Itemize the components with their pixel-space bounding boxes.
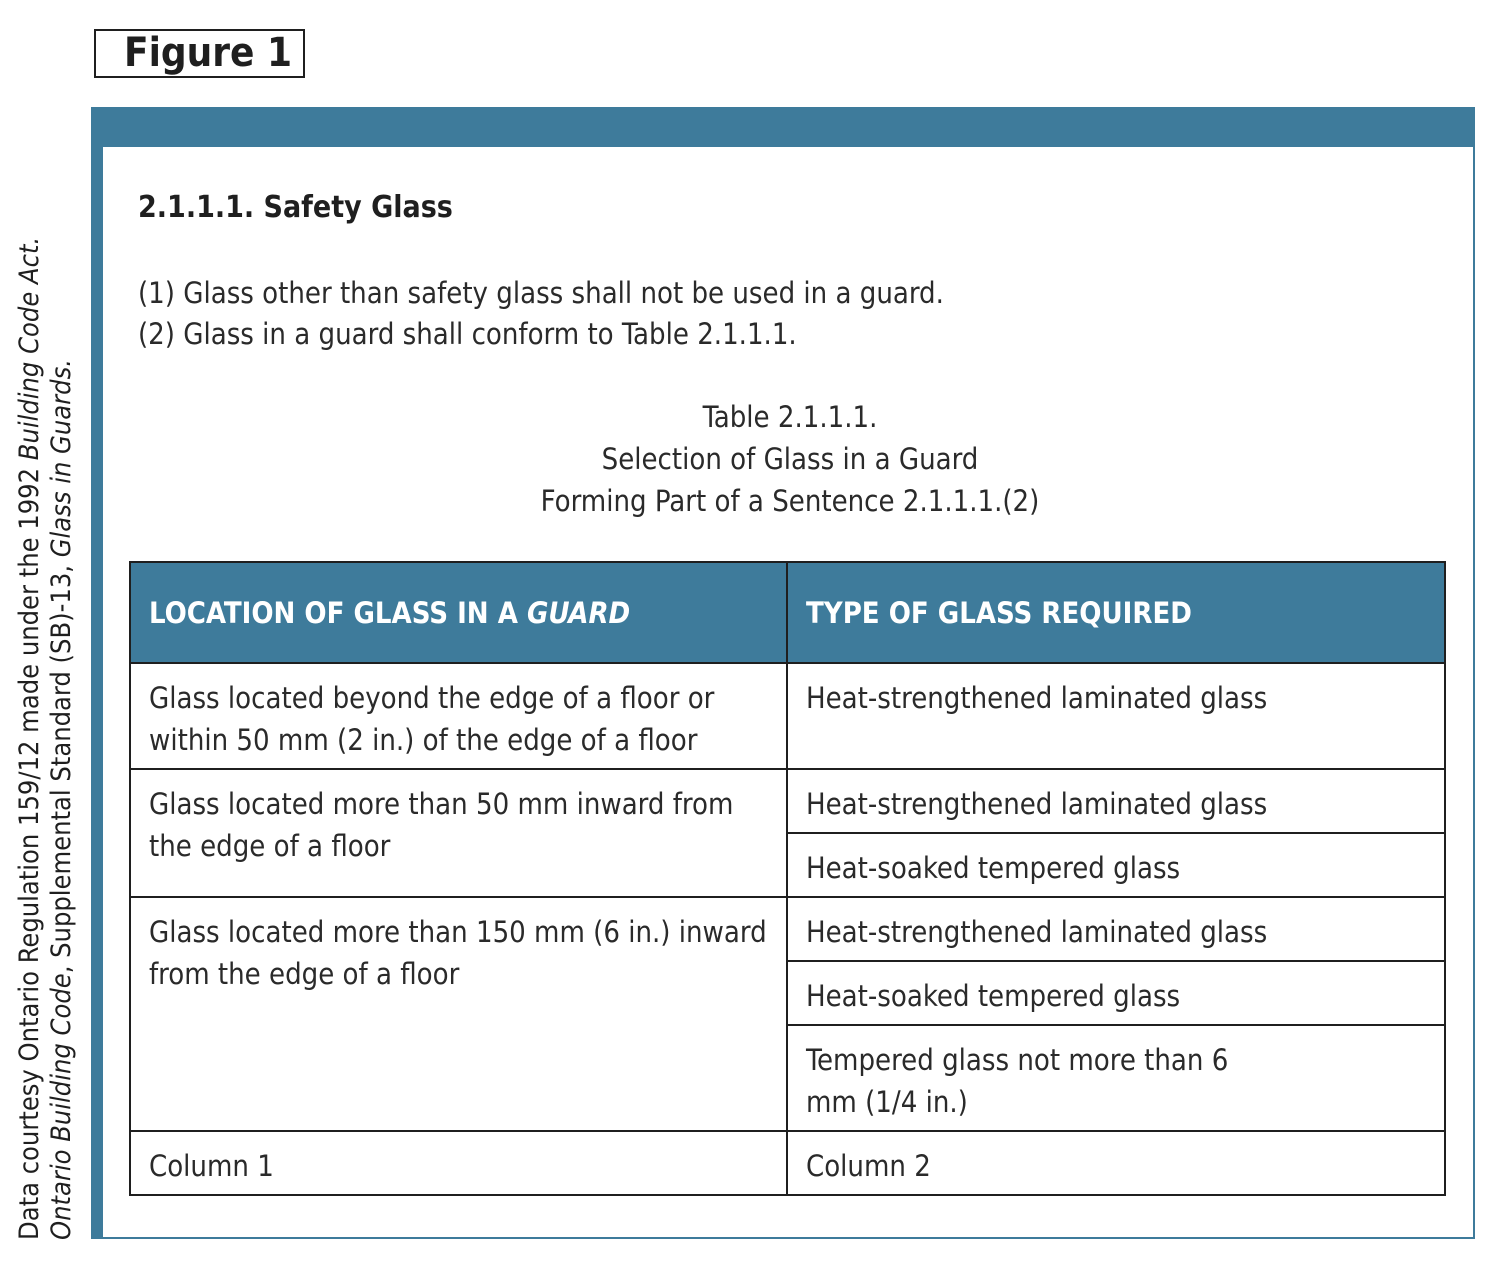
type-cell: Heat-strengthened laminated glass	[787, 897, 1445, 961]
table-header-row	[130, 562, 1445, 663]
location-cell: Glass located more than 150 mm (6 in.) inward from the edge of a floor	[130, 897, 787, 1131]
panel-top-bar	[91, 107, 1475, 147]
column-2-label: Column 2	[787, 1131, 1445, 1195]
header-location: LOCATION OF GLASS IN A GUARD	[130, 562, 787, 663]
sentence-2: (2) Glass in a guard shall conform to Table 2.1.1.1.	[138, 317, 797, 351]
sentence-1: (1) Glass other than safety glass shall not be used in a guard.	[138, 276, 944, 310]
section-title: 2.1.1.1. Safety Glass	[138, 190, 453, 225]
type-cell: Heat-strengthened laminated glass	[787, 769, 1445, 833]
source-credit	[14, 120, 78, 1240]
table-row	[130, 897, 1445, 961]
table-subtitle: Forming Part of a Sentence 2.1.1.1.(2)	[540, 484, 1040, 518]
type-cell: Heat-strengthened laminated glass	[787, 663, 1445, 769]
column-1-label: Column 1	[130, 1131, 787, 1195]
credit-line-2: Ontario Building Code, Supplemental Standard (SB)-13, Glass in Guards.	[46, 359, 77, 1240]
type-cell: Heat-soaked tempered glass	[787, 961, 1445, 1025]
table-title: Selection of Glass in a Guard	[601, 442, 979, 476]
table-number: Table 2.1.1.1.	[702, 400, 878, 434]
location-cell: Glass located more than 50 mm inward from the edge of a floor	[130, 769, 787, 897]
table-row	[130, 769, 1445, 833]
credit-line-1: Data courtesy Ontario Regulation 159/12 made under the 1992 Building Code Act.	[14, 236, 45, 1240]
figure-label: Figure 1	[94, 29, 305, 78]
type-cell: Tempered glass not more than 6 mm (1/4 in.)	[787, 1025, 1445, 1131]
table-footer-row	[130, 1131, 1445, 1195]
glass-selection-table	[129, 561, 1446, 1196]
header-type: TYPE OF GLASS REQUIRED	[787, 562, 1445, 663]
panel-left-bar	[91, 107, 103, 1239]
table-row	[130, 663, 1445, 769]
type-cell: Heat-soaked tempered glass	[787, 833, 1445, 897]
location-cell: Glass located beyond the edge of a floor or within 50 mm (2 in.) of the edge of a floor	[130, 663, 787, 769]
